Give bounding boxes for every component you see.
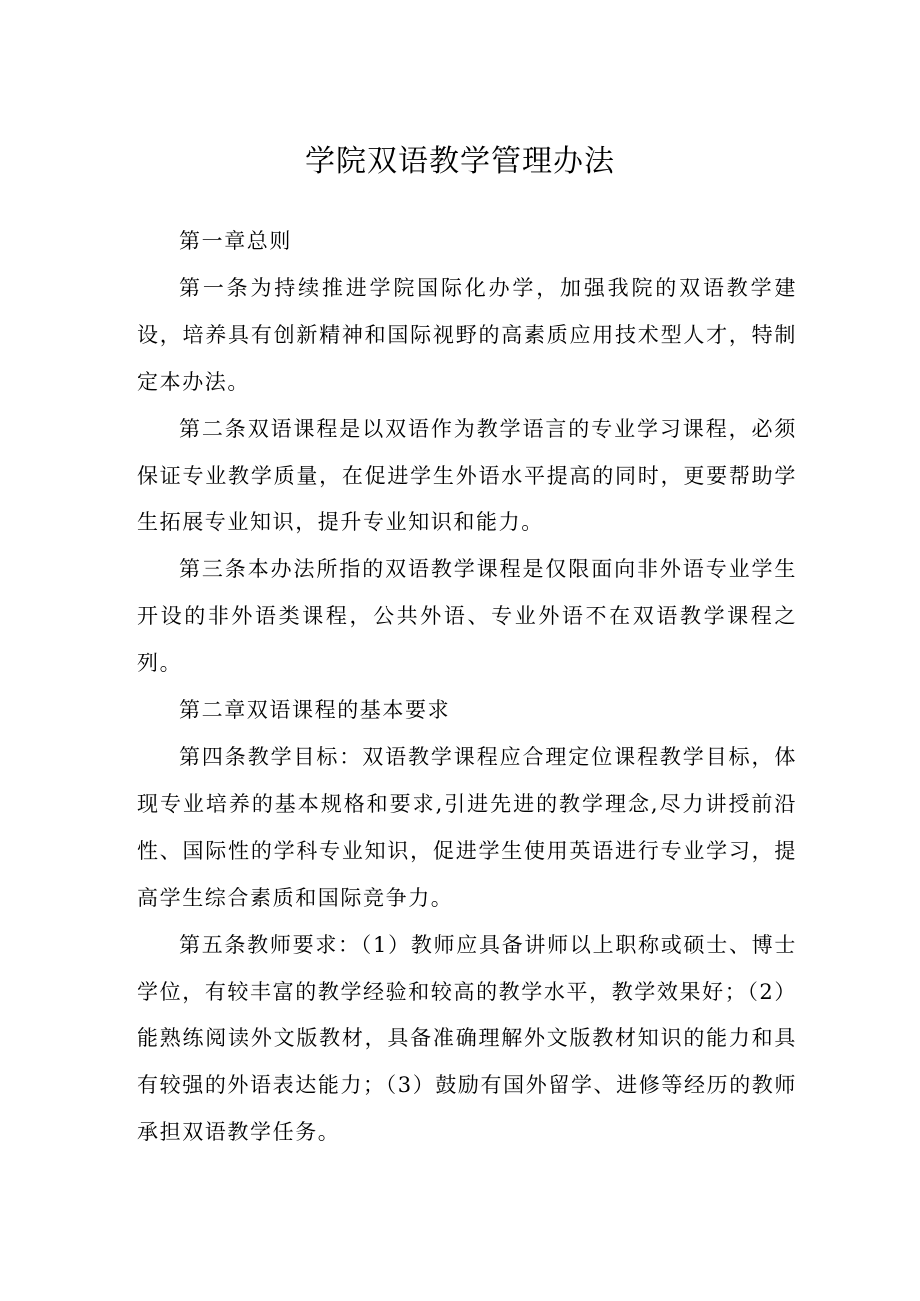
chapter-heading-2: 第二章双语课程的基本要求 [179, 698, 451, 723]
article-5: 第五条教师要求：（1）教师应具备讲师以上职称或硕士、博士学位，有较丰富的教学经验和较高的教学水平，教学效果好；（2）能熟练阅读外文版教材，具备准确理解外文版教材知识的能力和具有较强的外语表达能力；（3）鼓励有国外留学、进修等经历的教师承担双语教学任务。 [137, 932, 797, 1145]
document-title: 学院双语教学管理办法 [305, 144, 615, 179]
article-1: 第一条为持续推进学院国际化办学，加强我院的双语教学建设，培养具有创新精神和国际视野的高素质应用技术型人才，特制定本办法。 [137, 275, 797, 394]
document-body [137, 218, 797, 1156]
chapter-heading-1: 第一章总则 [179, 229, 292, 253]
article-4: 第四条教学目标：双语教学课程应合理定位课程教学目标，体现专业培养的基本规格和要求,引进先进的教学理念,尽力讲授前沿性、国际性的学科专业知识，促进学生使用英语进行专业学习，提高学生综合素质和国际竞争力。 [137, 744, 797, 910]
article-2: 第二条双语课程是以双语作为教学语言的专业学习课程，必须保证专业教学质量，在促进学生外语水平提高的同时，更要帮助学生拓展专业知识，提升专业知识和能力。 [137, 416, 797, 535]
article-3: 第三条本办法所指的双语教学课程是仅限面向非外语专业学生开设的非外语类课程，公共外语、专业外语不在双语教学课程之列。 [137, 557, 797, 676]
